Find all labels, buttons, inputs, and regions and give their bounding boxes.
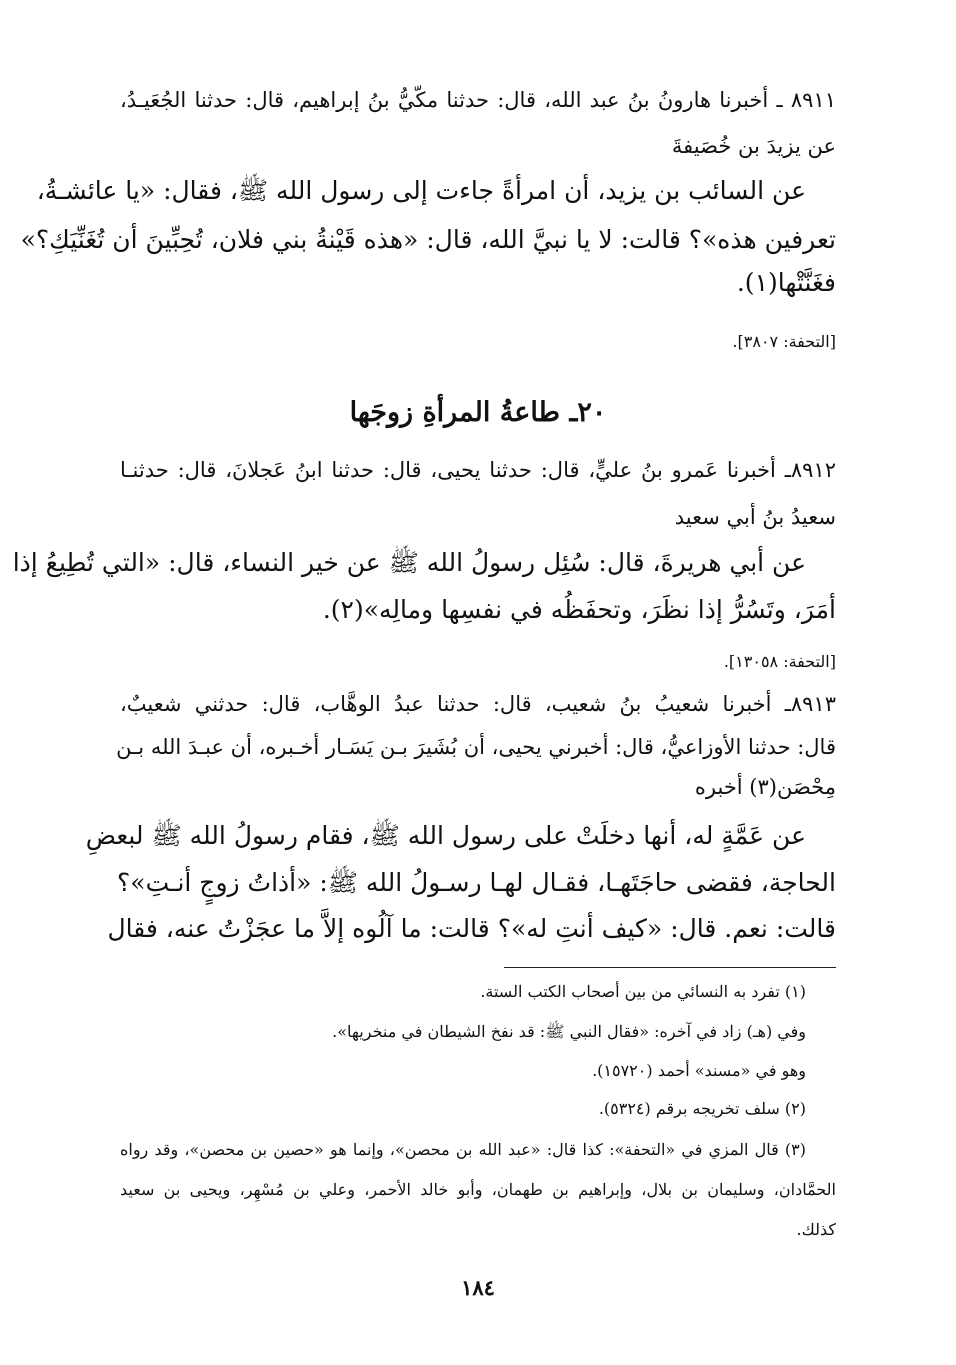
hadith-8913-line-4: عن عَمَّةٍ له، أنها دخلَتْ على رسول الله ﷺ، فقام رسولُ الله ﷺ لبعضِ	[85, 821, 806, 850]
chapter-title: ٢٠ـ طاعةُ المرأةِ زوجَها	[349, 397, 607, 428]
hadith-8911-line-5: فغَنَّتْها(١).	[736, 268, 836, 297]
hadith-8912-line-1: ٨٩١٢ـ أخبرنا عَمرو بنُ عليٍّ، قال: حدثنا يحيى، قال: حدثنا ابنُ عَجلانَ، قال: حدثنـا	[120, 458, 836, 482]
hadith-8911-line-3: عن السائب بن يزيد، أن امرأةً جاءت إلى رسول الله ﷺ، فقال: «يا عائشـةُ،	[36, 176, 806, 205]
footnote-1-b: وفي (هـ) زاد في آخره: «فقال النبي ﷺ: قد نفخ الشيطان في منخريها».	[332, 1022, 806, 1041]
hadith-8913-line-1: ٨٩١٣ـ أخبرنا شعيبُ بنُ شعيب، قال: حدثنا عبدُ الوهَّاب، قال: حدثني شعيبٌ،	[120, 692, 836, 716]
hadith-8911-tuhfa-ref: [التحفة: ٣٨٠٧].	[732, 332, 836, 351]
hadith-8913-line-5: الحاجة، فقضى حاجَتَهـا، فقـال لهـا رسـولُ الله ﷺ: «أذاتُ زوجٍ أنـتِ»؟	[117, 868, 836, 897]
hadith-8913-line-3: مِحْصَن(٣) أخبره	[694, 775, 836, 799]
hadith-8912-line-2: سعيدُ بنُ أبي سعيد	[674, 505, 836, 529]
hadith-8911-line-4: تعرفين هذه»؟ قالت: لا يا نبيَّ الله، قال: «هذه قَيْنةُ بني فلان، تُحِبِّينَ أن تُغَنِّيَكِ؟»	[20, 225, 836, 254]
hadith-8912-tuhfa-ref: [التحفة: ١٣٠٥٨].	[723, 652, 836, 671]
footnote-3-a: (٣) قال المزي في «التحفة»: كذا قال: «عبد الله بن محصن»، وإنما هو «حصين بن محصن»، وقد رواه	[120, 1140, 806, 1159]
hadith-8913-line-6: قالت: نعم. قال: «كيف أنتِ له»؟ قالت: ما آلُوه إلاَّ ما عجَزْتُ عنه، فقال	[107, 914, 836, 943]
page-number: ١٨٤	[461, 1275, 495, 1300]
footnote-1-a: (١) تفرد به النسائي من بين أصحاب الكتب الستة.	[480, 982, 806, 1001]
hadith-8911-line-2: عن يزيدَ بن خُصَيفةَ	[671, 134, 836, 158]
footnote-3-b: الحمَّادان، وسليمان بن بلال، وإبراهيم بن طهمان، وأبو خالد الأحمر، وعلي بن مُسْهِر، ويحيى بن سعيد	[120, 1180, 837, 1199]
hadith-8913-line-2: قال: حدثنا الأوزاعيُّ، قال: أخبرني يحيى، أن بُشَيرَ بـن يَسَـار أخـبره، أن عبـدَ الله بـن	[116, 735, 836, 759]
hadith-8912-line-3: عن أبي هريرةَ، قال: سُئِل رسولُ الله ﷺ عن خير النساء، قال: «التي تُطِيعُ إذا	[12, 548, 806, 577]
hadith-8911-line-1: ٨٩١١ ـ أخبرنا هارونُ بنُ عبد الله، قال: حدثنا مكّيُّ بنُ إبراهيم، قال: حدثنا الجُعَيـدُ،	[120, 88, 836, 112]
hadith-8912-line-4: أمَرَ، وتَسُرُّ إذا نظَرَ، وتحفَظُه في نفسِها ومالِه»(٢).	[322, 595, 836, 624]
footnote-3-c: كذلك.	[796, 1220, 836, 1239]
footnote-1-c: وهو في «مسند» أحمد (١٥٧٢٠).	[592, 1061, 806, 1080]
footnote-2: (٢) سلف تخريجه برقم (٥٣٢٤).	[598, 1099, 806, 1118]
footnote-separator	[504, 967, 836, 968]
